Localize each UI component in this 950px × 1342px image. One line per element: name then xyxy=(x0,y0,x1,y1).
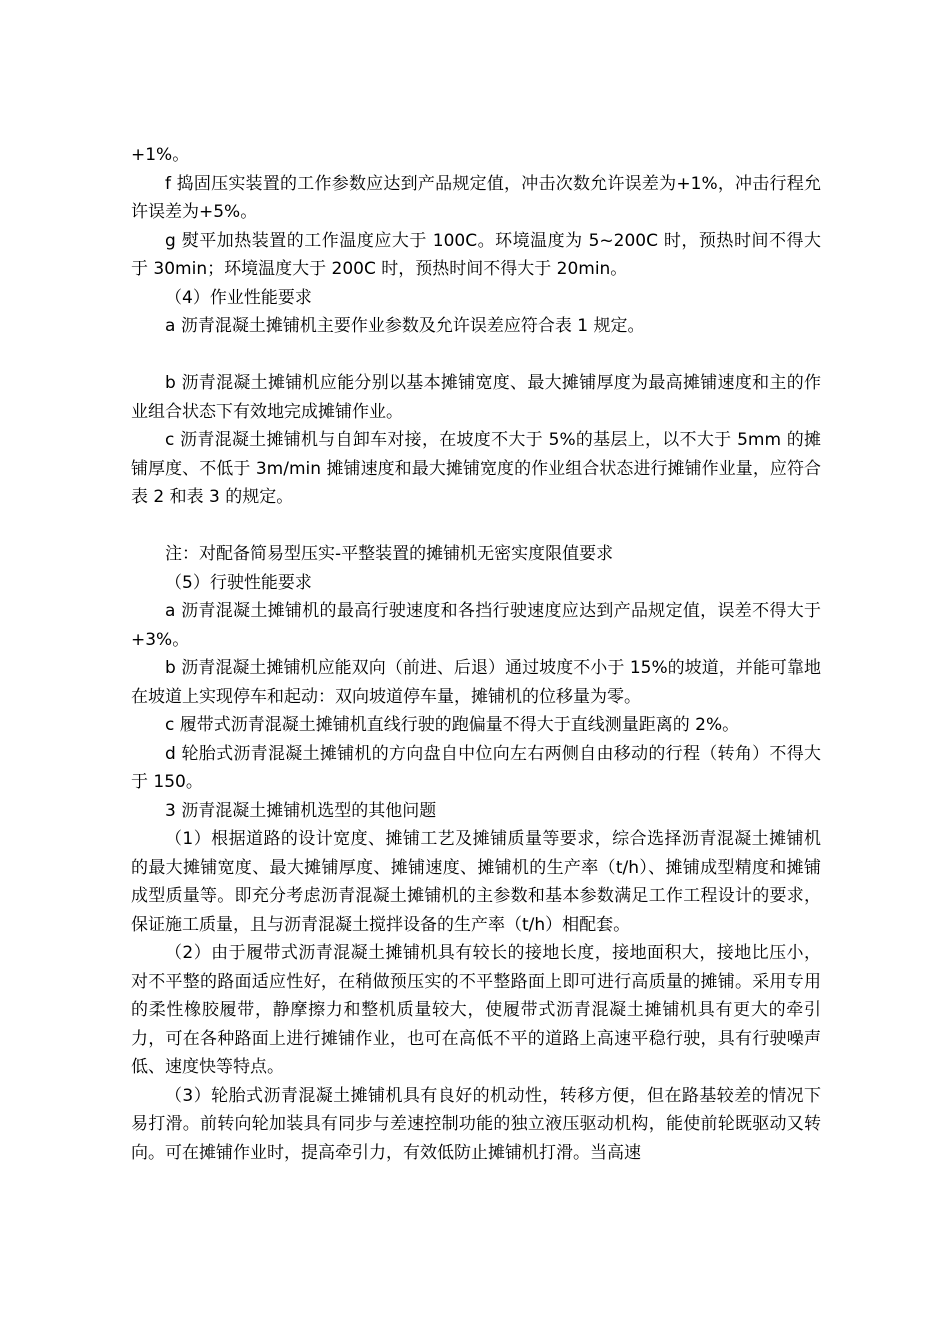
blank-line xyxy=(131,341,821,370)
paragraph: g 熨平加热装置的工作温度应大于 100C。环境温度为 5~200C 时，预热时间不得大于 30min；环境温度大于 200C 时，预热时间不得大于 20min。 xyxy=(131,230,821,279)
paragraph: a 沥青混凝土摊铺机的最高行驶速度和各挡行驶速度应达到产品规定值，误差不得大于+3%。 xyxy=(131,601,821,650)
section-heading: （4）作业性能要求 xyxy=(165,287,312,308)
note: 注：对配备简易型压实-平整装置的摊铺机无密实度限值要求 xyxy=(165,544,614,564)
section-heading: 3 沥青混凝土摊铺机选型的其他问题 xyxy=(165,800,437,821)
paragraph: （1）根据道路的设计宽度、摊铺工艺及摊铺质量等要求，综合选择沥青混凝土摊铺机的最大摊铺宽度、最大摊铺厚度、摊铺速度、摊铺机的生产率（t/h）、摊铺成型精度和摊铺成型质量等。即充分考虑沥青混凝土摊铺机的主参数和基本参数满足工作工程设计的要求，保证施工质量，且与沥青混凝土搅拌设备的生产率（t/h）相配套。 xyxy=(131,829,821,935)
paragraph: +1%。 xyxy=(131,145,190,165)
paragraph: d 轮胎式沥青混凝土摊铺机的方向盘自中位向左右两侧自由移动的行程（转角）不得大于 150。 xyxy=(131,743,821,792)
paragraph: c 履带式沥青混凝土摊铺机直线行驶的跑偏量不得大于直线测量距离的 2%。 xyxy=(165,715,740,735)
document-body xyxy=(131,141,821,1167)
paragraph: f 捣固压实装置的工作参数应达到产品规定值，冲击次数允许误差为+1%，冲击行程允许误差为+5%。 xyxy=(131,173,821,222)
paragraph: c 沥青混凝土摊铺机与自卸车对接，在坡度不大于 5%的基层上，以不大于 5mm 的摊铺厚度、不低于 3m/min 摊铺速度和最大摊铺宽度的作业组合状态进行摊铺作业量，应符合表 2 和表 3 的规定。 xyxy=(131,430,821,507)
paragraph: （2）由于履带式沥青混凝土摊铺机具有较长的接地长度，接地面积大，接地比压小，对不平整的路面适应性好，在稍做预压实的不平整路面上即可进行高质量的摊铺。采用专用的柔性橡胶履带，静摩擦力和整机质量较大，使履带式沥青混凝土摊铺机具有更大的牵引力，可在各种路面上进行摊铺作业，也可在高低不平的道路上高速平稳行驶，具有行驶噪声低、速度快等特点。 xyxy=(131,943,821,1077)
paragraph: b 沥青混凝土摊铺机应能双向（前进、后退）通过坡度不小于 15%的坡道，并能可靠地在坡道上实现停车和起动：双向坡道停车量，摊铺机的位移量为零。 xyxy=(131,658,821,707)
blank-line xyxy=(131,512,821,541)
paragraph: a 沥青混凝土摊铺机主要作业参数及允许误差应符合表 1 规定。 xyxy=(165,316,645,336)
paragraph: （3）轮胎式沥青混凝土摊铺机具有良好的机动性，转移方便，但在路基较差的情况下易打滑。前转向轮加装具有同步与差速控制功能的独立液压驱动机构，能使前轮既驱动又转向。可在摊铺作业时，提高牵引力，有效低防止摊铺机打滑。当高速 xyxy=(131,1085,821,1163)
paragraph: b 沥青混凝土摊铺机应能分别以基本摊铺宽度、最大摊铺厚度为最高摊铺速度和主的作业组合状态下有效地完成摊铺作业。 xyxy=(131,373,821,422)
section-heading: （5）行驶性能要求 xyxy=(165,572,312,593)
